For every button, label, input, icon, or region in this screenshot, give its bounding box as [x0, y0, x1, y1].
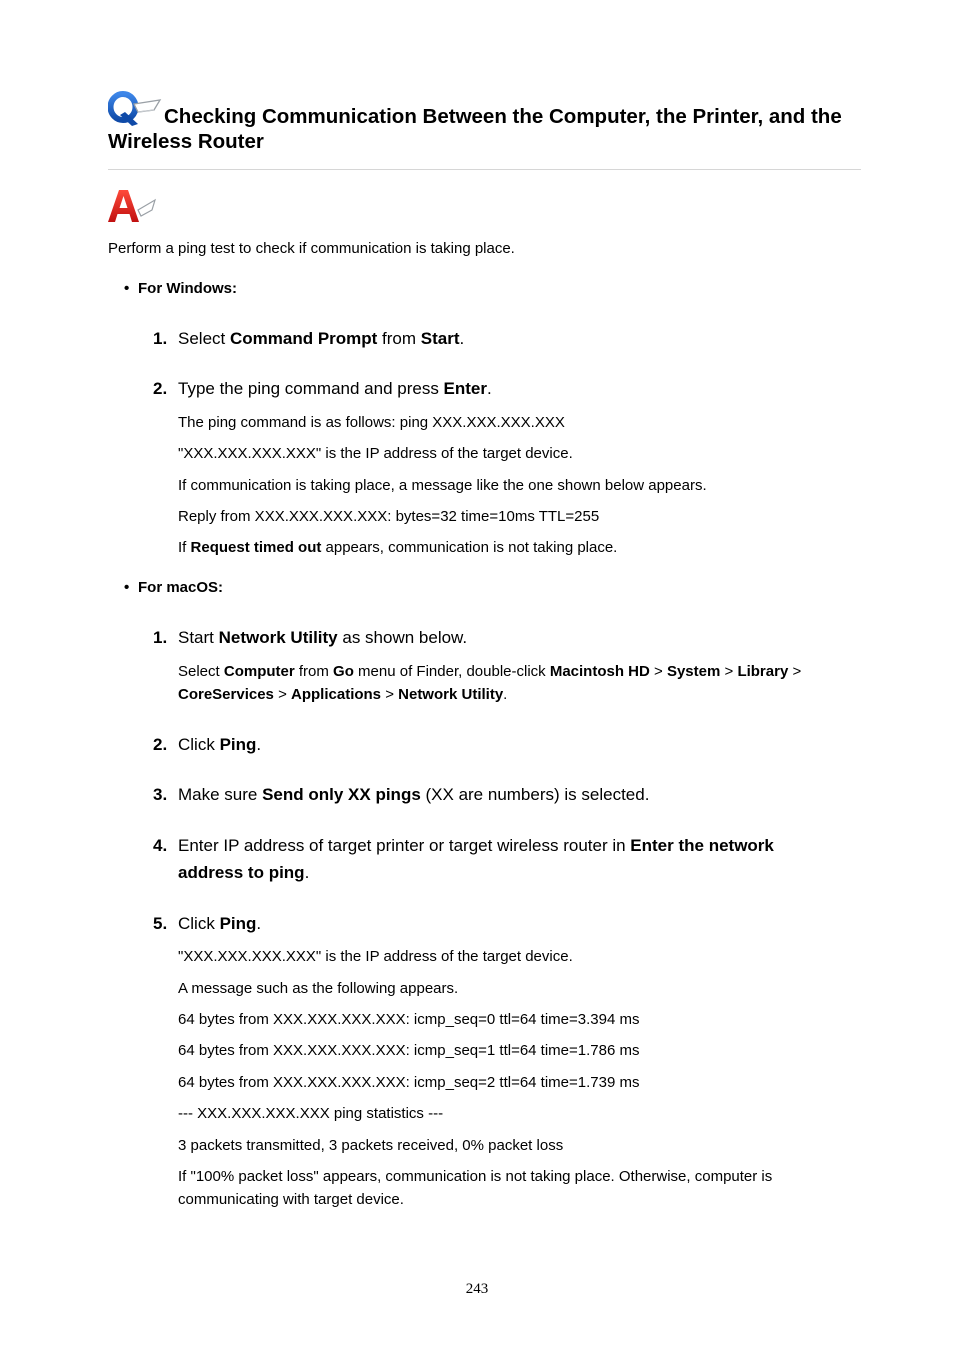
communication-message-note: If communication is taking place, a message like the one shown below appears. — [178, 477, 707, 494]
bullet-dot: • — [124, 280, 130, 297]
macos-step-4: 4. Enter IP address of target printer or target wireless router in Enter the network address to ping. — [153, 836, 774, 882]
macos-step-1: 1. Start Network Utility as shown below. — [153, 628, 468, 647]
ping-result-line-3: 64 bytes from XXX.XXX.XXX.XXX: icmp_seq=2 ttl=64 time=1.739 ms — [178, 1074, 640, 1091]
ping-statistics-header: --- XXX.XXX.XXX.XXX ping statistics --- — [178, 1105, 444, 1122]
packet-loss-note: If "100% packet loss" appears, communication is not taking place. Otherwise, computer is communicating with target device. — [178, 1168, 773, 1208]
ip-address-note-mac: "XXX.XXX.XXX.XXX" is the IP address of the target device. — [178, 948, 573, 965]
macos-step-3: 3. Make sure Send only XX pings (XX are numbers) is selected. — [153, 785, 650, 804]
windows-heading: • For Windows: — [124, 280, 238, 297]
intro-text: Perform a ping test to check if communication is taking place. — [108, 240, 515, 257]
ping-result-line-1: 64 bytes from XXX.XXX.XXX.XXX: icmp_seq=0 ttl=64 time=3.394 ms — [178, 1011, 640, 1028]
macos-step-5: 5. Click Ping. — [153, 914, 262, 933]
reply-example: Reply from XXX.XXX.XXX.XXX: bytes=32 time=10ms TTL=255 — [178, 508, 600, 525]
page-number: 243 — [465, 1281, 489, 1297]
ping-statistics-summary: 3 packets transmitted, 3 packets received, 0% packet loss — [178, 1137, 564, 1154]
macos-heading: • For macOS: — [124, 579, 224, 596]
header-divider — [108, 169, 861, 170]
ping-command-text: The ping command is as follows: ping XXX.XXX.XXX.XXX — [178, 414, 565, 431]
windows-step-2: 2. Type the ping command and press Enter. — [153, 379, 492, 398]
network-utility-path: Select Computer from Go menu of Finder, double-click Macintosh HD > System > Library > CoreServices > Applications > Network Utility. — [178, 663, 802, 703]
macos-step-2: 2. Click Ping. — [153, 735, 262, 754]
ping-result-line-2: 64 bytes from XXX.XXX.XXX.XXX: icmp_seq=1 ttl=64 time=1.786 ms — [178, 1042, 640, 1059]
ip-address-note: "XXX.XXX.XXX.XXX" is the IP address of the target device. — [178, 445, 573, 462]
page-title: Checking Communication Between the Computer, the Printer, and the Wireless Router — [108, 105, 842, 153]
answer-a-icon — [108, 188, 158, 224]
bullet-dot: • — [124, 579, 130, 596]
timeout-note: If Request timed out appears, communication is not taking place. — [178, 539, 618, 556]
windows-step-1: 1. Select Command Prompt from Start. — [153, 329, 465, 348]
message-note: A message such as the following appears. — [178, 980, 459, 997]
